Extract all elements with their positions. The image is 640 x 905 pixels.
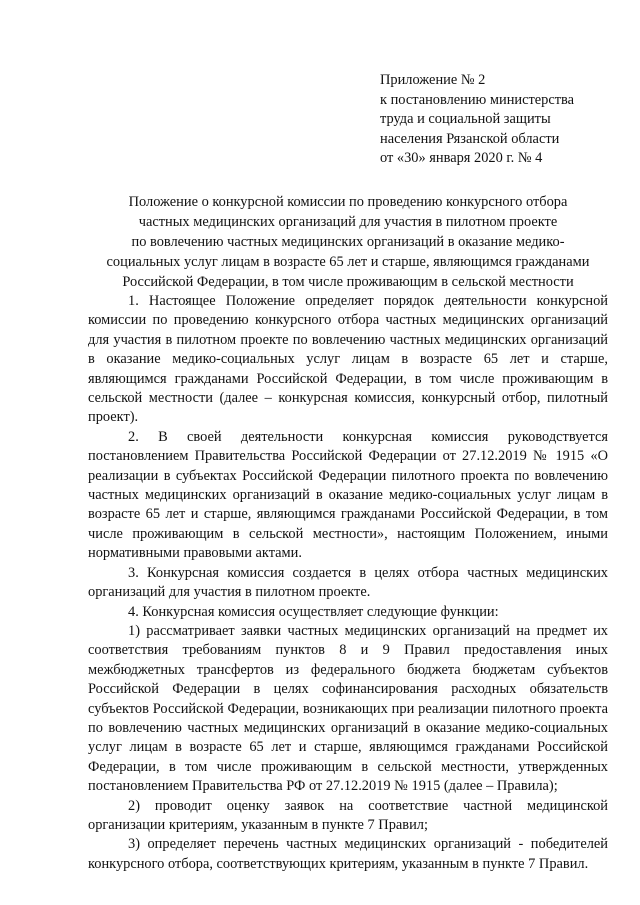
appendix-line: населения Рязанской области xyxy=(380,130,560,147)
paragraph-4-3: 3) определяет перечень частных медицинских организаций - победителей конкурсного отбора, соответствующих критериям, указанным в пункте 7 Правил. xyxy=(88,836,608,872)
paragraph-2: 2. В своей деятельности конкурсная комиссия руководствуется постановлением Правительства Российской Федерации от 27.12.2019 № 1915 «О реализации в субъектах Российской Федерации пилотного проекта по вовлечению частных медицинских организаций в оказание медико-социальных услуг лицам в возрасте 65 лет и старше, являющимся гражданами Российской Федерации, в том числе проживающим в сельской местности», настоящим Положением, иными нормативными правовыми актами. xyxy=(88,428,608,562)
appendix-header xyxy=(380,71,620,169)
appendix-line: Приложение № 2 xyxy=(380,72,486,88)
title-line: частных медицинских организаций для участия в пилотном проекте xyxy=(138,214,558,230)
paragraph-4-1: 1) рассматривает заявки частных медицинских организаций на предмет их соответствия требованиям пунктов 8 и 9 Правил предоставления иных межбюджетных трансфертов из федерального бюджета бюджетам субъектов Российской Федерации в целях софинансирования расходных обязательств субъектов Российской Федерации, возникающих при реализации пилотного проекта по вовлечению частных медицинских организаций в оказание медико-социальных услуг лицам в возрасте 65 лет и старше, являющимся гражданами Российской Федерации, в том числе проживающим в сельской местности, утвержденных постановлением Правительства РФ от 27.12.2019 № 1915 (далее – Правила); xyxy=(88,622,608,795)
paragraph-4-2: 2) проводит оценку заявок на соответствие частной медицинской организации критериям, указанным в пункте 7 Правил; xyxy=(88,797,608,833)
paragraph-1: 1. Настоящее Положение определяет порядок деятельности конкурсной комиссии по проведению конкурсного отбора частных медицинских организаций для участия в пилотном проекте по вовлечению частных медицинских организаций в оказание медико-социальных услуг лицам в возрасте 65 лет и старше, являющимся гражданами Российской Федерации, в том числе проживающим в сельской местности (далее – конкурсная комиссия, конкурсный отбор, пилотный проект). xyxy=(88,293,608,426)
title-line: социальных услуг лицам в возрасте 65 лет и старше, являющимся гражданами xyxy=(106,254,590,270)
appendix-line: труда и социальной защиты xyxy=(380,111,551,128)
paragraph-4: 4. Конкурсная комиссия осуществляет следующие функции: xyxy=(128,603,499,620)
document-body xyxy=(88,292,608,874)
title-line: по вовлечению частных медицинских организаций в оказание медико- xyxy=(131,234,565,250)
appendix-line: к постановлению министерства xyxy=(380,91,575,108)
appendix-line: от «30» января 2020 г. № 4 xyxy=(380,150,543,167)
title-line: Российской Федерации, в том числе проживающим в сельской местности xyxy=(122,274,574,290)
document-title xyxy=(88,192,608,292)
paragraph-3: 3. Конкурсная комиссия создается в целях отбора частных медицинских организаций для участия в пилотном проекте. xyxy=(88,564,608,601)
title-line: Положение о конкурсной комиссии по проведению конкурсного отбора xyxy=(128,194,568,210)
